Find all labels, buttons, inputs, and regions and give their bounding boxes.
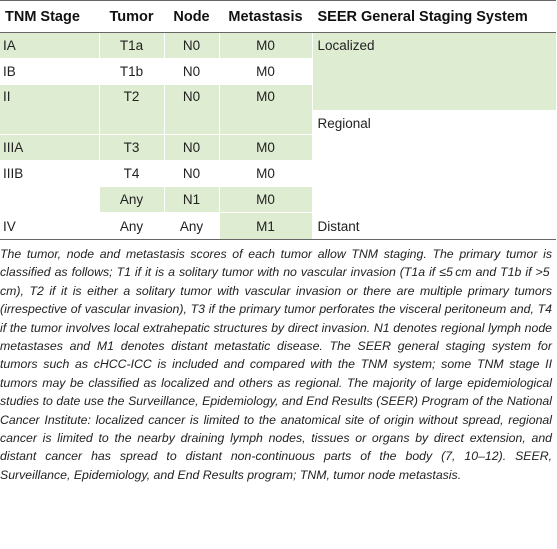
cell-metastasis: M0 <box>219 85 312 135</box>
cell-stage: IA <box>0 33 99 59</box>
cell-node: N0 <box>164 59 219 85</box>
header-seer: SEER General Staging System <box>312 1 556 33</box>
header-tumor: Tumor <box>99 1 164 33</box>
cell-stage: IIIA <box>0 135 99 161</box>
cell-tumor: T1a <box>99 33 164 59</box>
tnm-staging-table <box>0 0 556 240</box>
cell-tumor: T4 <box>99 161 164 187</box>
cell-stage: IB <box>0 59 99 85</box>
cell-node: N0 <box>164 33 219 59</box>
table-row <box>0 33 556 59</box>
table-row <box>0 213 556 240</box>
table-caption: The tumor, node and metastasis scores of each tumor allow TNM staging. The primary tumor is classified as follows; T1 if it is a solitary tumor with no vascular invasion (T1a if ≤5 cm and T1b if >5 cm), T2 if it is either a solitary tumor with vascular invasion or there are multiple primary tumors (irrespective of vascular invasion), T3 if the primary tumor perforates the visceral peritoneum and, T4 if the tumor involves local extrahepatic structures by direct invasion. N1 denotes regional lymph node metastases and M1 denotes distant metastatic disease. The SEER general staging system for tumors such as cHCC-ICC is included and compared with the TNM system; some TNM stage II tumors may be classified as localized and others as regional. The majority of large epidemiological studies to date use the Surveillance, Epidemiology, and End Results (SEER) Program of the National Cancer Institute: localized cancer is limited to the anatomical site of origin without spread, regional cancer is limited to the nearby draining lymph nodes, tissues or organs by direct extension, and distant cancer has spread to distant non-continuous parts of the body (7, 10–12). SEER, Surveillance, Epidemiology, and End Results program; TNM, tumor node metastasis. <box>0 247 552 482</box>
cell-tumor: T1b <box>99 59 164 85</box>
cell-node: N0 <box>164 135 219 161</box>
cell-node: N0 <box>164 161 219 187</box>
table-header-row <box>0 1 556 33</box>
cell-metastasis: M0 <box>219 33 312 59</box>
header-tnm-stage: TNM Stage <box>0 1 99 33</box>
cell-tumor: T3 <box>99 135 164 161</box>
cell-tumor: T2 <box>99 85 164 135</box>
cell-seer-distant: Distant <box>312 213 556 240</box>
cell-tumor: Any <box>99 213 164 240</box>
cell-stage <box>0 187 99 213</box>
cell-node: Any <box>164 213 219 240</box>
cell-metastasis: M1 <box>219 213 312 240</box>
cell-stage: IV <box>0 213 99 240</box>
cell-stage: IIIB <box>0 161 99 187</box>
header-node: Node <box>164 1 219 33</box>
cell-metastasis: M0 <box>219 59 312 85</box>
cell-tumor: Any <box>99 187 164 213</box>
cell-node: N1 <box>164 187 219 213</box>
cell-metastasis: M0 <box>219 135 312 161</box>
cell-seer-localized: Localized <box>312 33 556 111</box>
cell-metastasis: M0 <box>219 187 312 213</box>
cell-node: N0 <box>164 85 219 135</box>
cell-seer-regional: Regional <box>312 111 556 213</box>
header-metastasis: Metastasis <box>219 1 312 33</box>
cell-metastasis: M0 <box>219 161 312 187</box>
cell-stage: II <box>0 85 99 135</box>
